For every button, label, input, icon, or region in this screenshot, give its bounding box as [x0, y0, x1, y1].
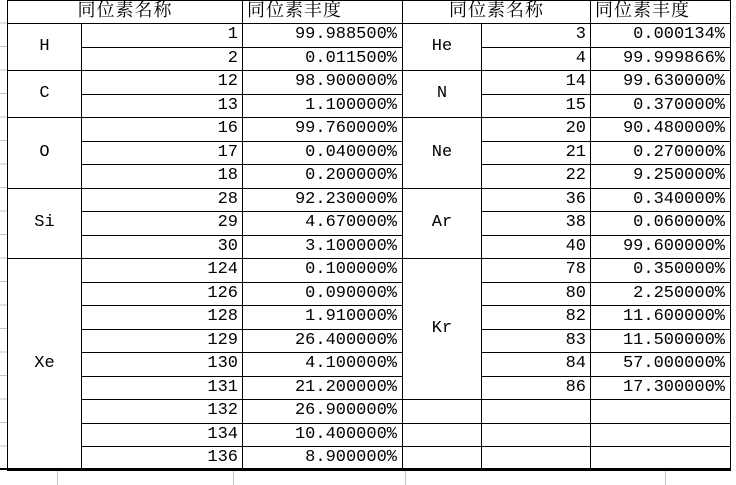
mass-cell[interactable]: 129 — [82, 329, 243, 353]
element-cell[interactable]: Xe — [8, 259, 82, 471]
abundance-cell[interactable]: 99.988500% — [243, 24, 403, 48]
empty-cell[interactable] — [482, 400, 591, 424]
header-isotope-abundance-left[interactable]: 同位素丰度 — [243, 1, 403, 24]
abundance-cell[interactable]: 26.400000% — [243, 329, 403, 353]
element-cell[interactable]: O — [8, 118, 82, 189]
empty-cell[interactable] — [591, 447, 731, 471]
mass-cell[interactable]: 84 — [482, 353, 591, 377]
mass-cell[interactable]: 2 — [82, 47, 243, 71]
gridline-stub — [665, 471, 666, 485]
abundance-cell[interactable]: 98.900000% — [243, 71, 403, 95]
abundance-cell[interactable]: 99.999866% — [591, 47, 731, 71]
abundance-cell[interactable]: 17.300000% — [591, 376, 731, 400]
mass-cell[interactable]: 36 — [482, 188, 591, 212]
element-cell[interactable]: N — [403, 71, 482, 118]
mass-cell[interactable]: 3 — [482, 24, 591, 48]
empty-cell[interactable] — [482, 447, 591, 471]
mass-cell[interactable]: 4 — [482, 47, 591, 71]
abundance-cell[interactable]: 99.630000% — [591, 71, 731, 95]
mass-cell[interactable]: 21 — [482, 141, 591, 165]
gridline-stub — [233, 471, 234, 485]
abundance-cell[interactable]: 11.600000% — [591, 306, 731, 330]
abundance-cell[interactable]: 21.200000% — [243, 376, 403, 400]
abundance-cell[interactable]: 4.670000% — [243, 212, 403, 236]
abundance-cell[interactable]: 11.500000% — [591, 329, 731, 353]
abundance-cell[interactable]: 99.760000% — [243, 118, 403, 142]
mass-cell[interactable]: 13 — [82, 94, 243, 118]
mass-cell[interactable]: 82 — [482, 306, 591, 330]
abundance-cell[interactable]: 1.100000% — [243, 94, 403, 118]
table-bottom-border — [0, 468, 730, 470]
gridline-stub — [57, 471, 58, 485]
mass-cell[interactable]: 130 — [82, 353, 243, 377]
mass-cell[interactable]: 80 — [482, 282, 591, 306]
mass-cell[interactable]: 128 — [82, 306, 243, 330]
abundance-cell[interactable]: 57.000000% — [591, 353, 731, 377]
abundance-cell[interactable]: 0.270000% — [591, 141, 731, 165]
element-cell[interactable]: Ar — [403, 188, 482, 259]
abundance-cell[interactable]: 1.910000% — [243, 306, 403, 330]
mass-cell[interactable]: 22 — [482, 165, 591, 189]
abundance-cell[interactable]: 0.200000% — [243, 165, 403, 189]
isotope-table-left — [7, 0, 403, 471]
mass-cell[interactable]: 15 — [482, 94, 591, 118]
mass-cell[interactable]: 30 — [82, 235, 243, 259]
abundance-cell[interactable]: 10.400000% — [243, 423, 403, 447]
mass-cell[interactable]: 38 — [482, 212, 591, 236]
element-cell[interactable]: He — [403, 24, 482, 71]
abundance-cell[interactable]: 3.100000% — [243, 235, 403, 259]
mass-cell[interactable]: 124 — [82, 259, 243, 283]
mass-cell[interactable]: 20 — [482, 118, 591, 142]
mass-cell[interactable]: 83 — [482, 329, 591, 353]
abundance-cell[interactable]: 90.480000% — [591, 118, 731, 142]
abundance-cell[interactable]: 26.900000% — [243, 400, 403, 424]
mass-cell[interactable]: 126 — [82, 282, 243, 306]
abundance-cell[interactable]: 0.040000% — [243, 141, 403, 165]
mass-cell[interactable]: 18 — [82, 165, 243, 189]
mass-cell[interactable]: 14 — [482, 71, 591, 95]
mass-cell[interactable]: 1 — [82, 24, 243, 48]
abundance-cell[interactable]: 0.100000% — [243, 259, 403, 283]
abundance-cell[interactable]: 0.000134% — [591, 24, 731, 48]
element-cell[interactable]: C — [8, 71, 82, 118]
left-gridline-strip — [0, 0, 7, 470]
abundance-cell[interactable]: 9.250000% — [591, 165, 731, 189]
mass-cell[interactable]: 136 — [82, 447, 243, 471]
abundance-cell[interactable]: 0.370000% — [591, 94, 731, 118]
abundance-cell[interactable]: 0.350000% — [591, 259, 731, 283]
isotope-table-right — [402, 0, 731, 471]
mass-cell[interactable]: 132 — [82, 400, 243, 424]
abundance-cell[interactable]: 8.900000% — [243, 447, 403, 471]
mass-cell[interactable]: 131 — [82, 376, 243, 400]
empty-cell[interactable] — [403, 400, 482, 424]
mass-cell[interactable]: 40 — [482, 235, 591, 259]
abundance-cell[interactable]: 92.230000% — [243, 188, 403, 212]
empty-cell[interactable] — [403, 447, 482, 471]
mass-cell[interactable]: 29 — [82, 212, 243, 236]
mass-cell[interactable]: 12 — [82, 71, 243, 95]
mass-cell[interactable]: 16 — [82, 118, 243, 142]
header-isotope-abundance-right[interactable]: 同位素丰度 — [591, 1, 731, 24]
empty-cell[interactable] — [591, 423, 731, 447]
abundance-cell[interactable]: 0.090000% — [243, 282, 403, 306]
element-cell[interactable]: H — [8, 24, 82, 71]
header-isotope-name-right[interactable]: 同位素名称 — [403, 1, 591, 24]
abundance-cell[interactable]: 0.011500% — [243, 47, 403, 71]
element-cell[interactable]: Kr — [403, 259, 482, 400]
abundance-cell[interactable]: 0.060000% — [591, 212, 731, 236]
element-cell[interactable]: Ne — [403, 118, 482, 189]
empty-cell[interactable] — [482, 423, 591, 447]
abundance-cell[interactable]: 99.600000% — [591, 235, 731, 259]
empty-cell[interactable] — [403, 423, 482, 447]
mass-cell[interactable]: 78 — [482, 259, 591, 283]
abundance-cell[interactable]: 2.250000% — [591, 282, 731, 306]
header-isotope-name-left[interactable]: 同位素名称 — [8, 1, 243, 24]
empty-cell[interactable] — [591, 400, 731, 424]
element-cell[interactable]: Si — [8, 188, 82, 259]
mass-cell[interactable]: 17 — [82, 141, 243, 165]
mass-cell[interactable]: 28 — [82, 188, 243, 212]
mass-cell[interactable]: 86 — [482, 376, 591, 400]
mass-cell[interactable]: 134 — [82, 423, 243, 447]
gridline-stub — [405, 471, 406, 485]
abundance-cell[interactable]: 4.100000% — [243, 353, 403, 377]
abundance-cell[interactable]: 0.340000% — [591, 188, 731, 212]
